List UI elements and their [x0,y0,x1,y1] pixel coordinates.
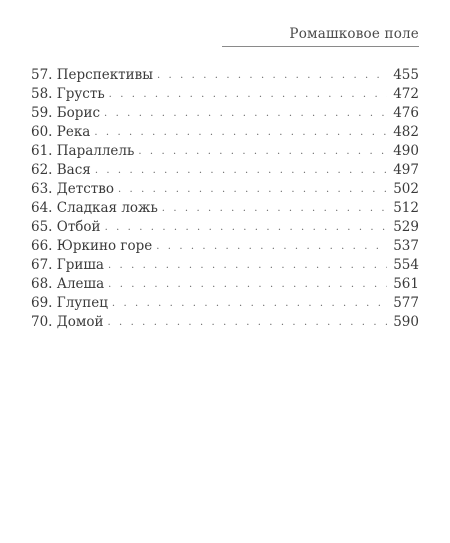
toc-entry-title: 66. Юркино горе [31,238,153,254]
toc-entry [31,313,419,332]
dot-leader [95,161,387,180]
toc-entry [31,104,419,123]
dot-leader [156,237,387,256]
toc-entry-title: 58. Грусть [31,86,105,102]
dot-leader [105,218,387,237]
header-rule [222,46,419,47]
toc-entry [31,123,419,142]
toc-entry-title: 70. Домой [31,314,104,330]
toc-entry-title: 67. Гриша [31,257,104,273]
running-head-title: Ромашковое поле [289,26,419,42]
toc-entry [31,161,419,180]
toc-entry-title: 65. Отбой [31,219,101,235]
dot-leader [104,104,387,123]
toc-entry-title: 57. Перспективы [31,67,153,83]
toc-entry-title: 61. Параллель [31,143,135,159]
toc-entry-title: 64. Сладкая ложь [31,200,158,216]
toc-entry [31,218,419,237]
toc-entry-page: 554 [393,257,419,273]
toc-entry-page: 476 [393,105,419,121]
toc-entry-title: 60. Река [31,124,91,140]
toc-entry-page: 482 [393,124,419,140]
toc-entry [31,237,419,256]
toc-entry [31,85,419,104]
toc-entry [31,256,419,275]
toc-entry-page: 577 [393,295,419,311]
toc-entry-page: 537 [393,238,419,254]
dot-leader [157,66,387,85]
dot-leader [118,180,387,199]
toc-entry [31,66,419,85]
dot-leader [112,294,387,313]
toc-entry-page: 455 [393,67,419,83]
toc-entry-page: 512 [393,200,419,216]
dot-leader [138,142,387,161]
toc-entry-title: 69. Глупец [31,295,108,311]
toc-entry-page: 502 [393,181,419,197]
toc-entry-title: 68. Алеша [31,276,105,292]
toc-entry [31,142,419,161]
dot-leader [109,85,387,104]
table-of-contents [31,66,419,332]
toc-entry-page: 561 [393,276,419,292]
toc-entry [31,199,419,218]
toc-entry-page: 490 [393,143,419,159]
dot-leader [108,256,387,275]
toc-entry-page: 529 [393,219,419,235]
toc-entry-title: 62. Вася [31,162,91,178]
toc-entry [31,294,419,313]
dot-leader [108,275,387,294]
dot-leader [108,313,388,332]
dot-leader [162,199,387,218]
toc-entry-title: 63. Детство [31,181,114,197]
toc-entry [31,275,419,294]
toc-entry-title: 59. Борис [31,105,101,121]
toc-entry [31,180,419,199]
toc-entry-page: 472 [393,86,419,102]
dot-leader [94,123,387,142]
toc-entry-page: 497 [393,162,419,178]
toc-entry-page: 590 [393,314,419,330]
